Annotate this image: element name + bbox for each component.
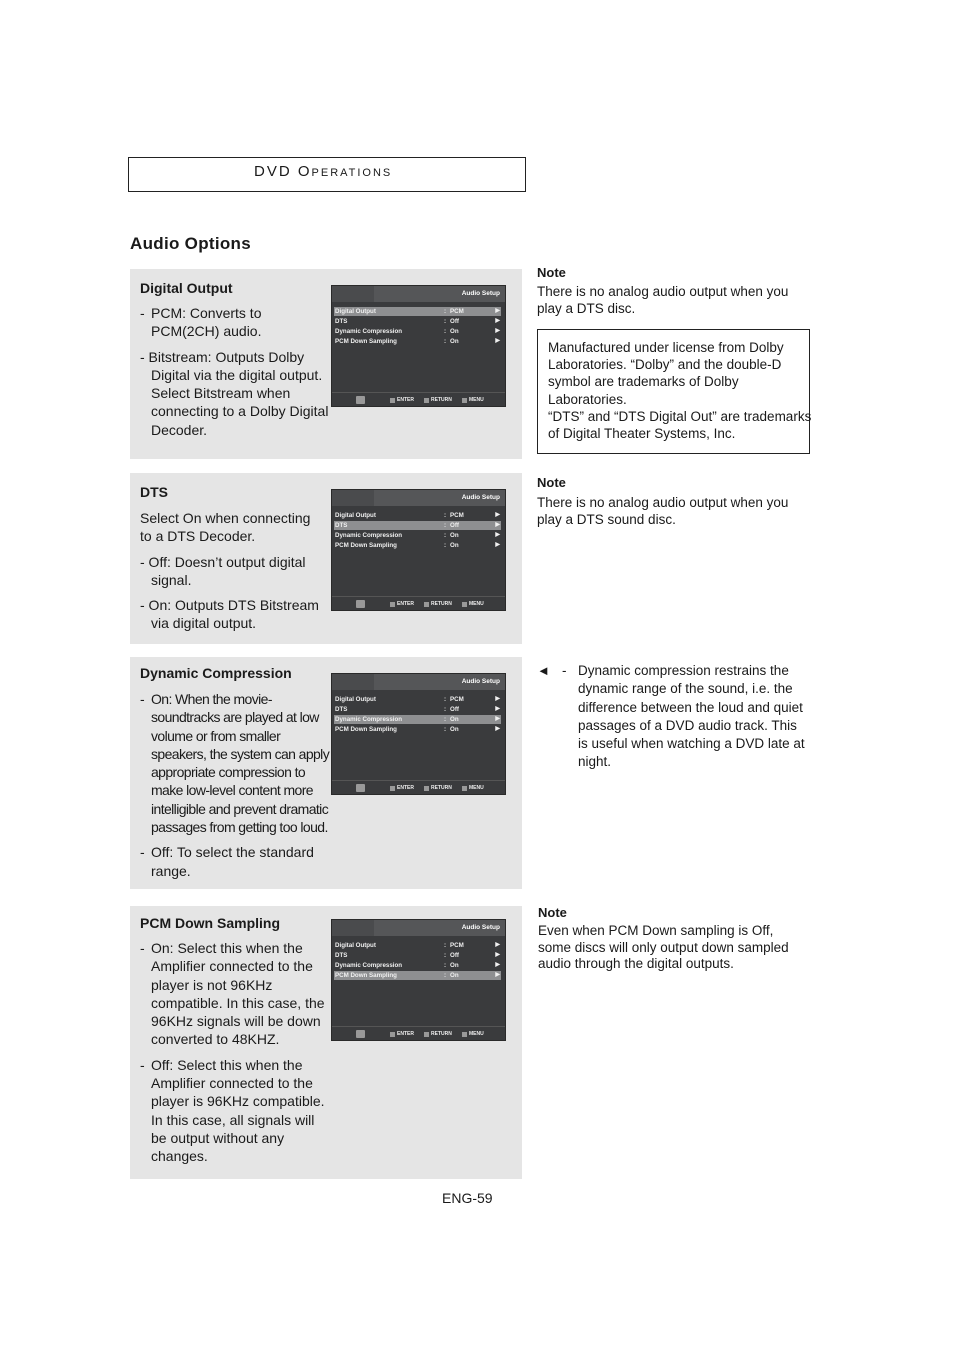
section-header-cap: DVD O [254,163,312,180]
note-heading: Note [537,265,566,280]
list-item: - On: Select this when the Amplifier connected to the player is not 96KHz compatible. In this case, the 96KHz signals will be down converted to 48KHZ. [140,940,325,1048]
page-number: ENG-59 [442,1190,493,1206]
osd-menu-row: DTS : Off ▶ [335,706,500,713]
osd-menu-row: PCM Down Sampling : On ▶ [335,972,500,979]
osd-menu-row: PCM Down Sampling : On ▶ [335,542,500,549]
arrow-right-icon: ▶ [495,338,500,344]
osd-title-bar [332,674,505,690]
arrow-right-icon: ▶ [495,542,500,548]
menu-key-hint: MENU [462,1031,484,1037]
arrow-right-icon: ▶ [495,952,500,958]
panel-body [140,304,330,446]
osd-key-bar [332,392,505,406]
enter-key-hint: ENTER [390,601,414,607]
osd-menu-row: Digital Output : PCM ▶ [335,696,500,703]
arrow-right-icon: ▶ [495,972,500,978]
arrow-right-icon: ▶ [495,318,500,324]
enter-key-hint: ENTER [390,397,414,403]
dpad-icon [356,396,365,404]
osd-title-bar [332,490,505,506]
dpad-icon [356,600,365,608]
menu-key-hint: MENU [462,601,484,607]
arrow-right-icon: ▶ [495,962,500,968]
return-key-hint: RETURN [424,601,452,607]
osd-key-bar [332,596,505,610]
osd-menu-row: Digital Output : PCM ▶ [335,942,500,949]
arrow-right-icon: ▶ [495,328,500,334]
pointer-arrow-icon: ◄ [537,663,550,678]
osd-menu-row: Dynamic Compression : On ▶ [335,962,500,969]
page-title: Audio Options [130,234,251,253]
arrow-right-icon: ▶ [495,512,500,518]
panel-dts [130,473,522,644]
list-item: - Bitstream: Outputs Dolby Digital via the digital output. Select Bitstream when connecting to a Dolby Digital Decoder. [140,348,329,438]
osd-title-bar [332,920,505,936]
osd-title: Audio Setup [461,678,500,685]
dpad-icon [356,1030,365,1038]
osd-key-bar [332,780,505,794]
osd-title: Audio Setup [461,924,500,931]
enter-key-hint: ENTER [390,1031,414,1037]
dpad-icon [356,784,365,792]
list-item: - PCM: Converts to PCM(2CH) audio. [140,305,262,340]
panel-pcm-down-sampling [130,906,522,1179]
osd-menu-row: Dynamic Compression : On ▶ [335,716,500,723]
list-item: - On: When the movie-soundtracks are played at low volume or from smaller speakers, the system can apply appropriate compression to make low-level content more intelligible and prevent dramatic passages from getting too loud. [140,691,330,836]
arrow-right-icon: ▶ [495,706,500,712]
osd-screenshot [331,673,506,795]
arrow-right-icon: ▶ [495,522,500,528]
section-header-smallcaps: PERATIONS [311,167,393,179]
osd-menu-row: PCM Down Sampling : On ▶ [335,338,500,345]
return-key-hint: RETURN [424,1031,452,1037]
osd-menu-row: DTS : Off ▶ [335,522,500,529]
panel-title: Digital Output [140,280,233,296]
osd-title-bar [332,286,505,302]
arrow-right-icon: ▶ [495,942,500,948]
license-text: Manufactured under license from Dolby Laboratories. “Dolby” and the double-D symbol are trademarks of Dolby Laboratories. “DTS” and “DTS Digital Out” are trademarks of Digital Theater Systems, Inc. [548,340,812,442]
note-text: There is no analog audio output when you play a DTS disc. [537,284,789,316]
osd-screenshot [331,919,506,1041]
arrow-right-icon: ▶ [495,716,500,722]
osd-screenshot [331,489,506,611]
menu-key-hint: MENU [462,785,484,791]
osd-menu-row: PCM Down Sampling : On ▶ [335,726,500,733]
osd-key-bar [332,1026,505,1040]
note-text: Even when PCM Down sampling is Off, some discs will only output down sampled audio through the digital outputs. [538,923,789,971]
list-item: - On: Outputs DTS Bitstream via digital output. [140,597,319,632]
osd-menu-row: Digital Output : PCM ▶ [335,512,500,519]
panel-body [140,509,325,640]
arrow-right-icon: ▶ [495,532,500,538]
osd-menu-row: Dynamic Compression : On ▶ [335,532,500,539]
arrow-right-icon: ▶ [495,726,500,732]
osd-menu-row: Dynamic Compression : On ▶ [335,328,500,335]
list-item: - Off: To select the standard range. [140,844,314,879]
panel-body [140,690,332,887]
panel-title: PCM Down Sampling [140,915,280,931]
side-note-text: Dynamic compression restrains the dynamic range of the sound, i.e. the difference between the loud and quiet passages of a DVD audio track. This is useful when watching a DVD late at night. [578,663,805,770]
arrow-right-icon: ▶ [495,696,500,702]
list-item: - Off: Select this when the Amplifier connected to the player is 96KHz compatible. In this case, all signals will be output without any changes. [140,1056,325,1165]
menu-key-hint: MENU [462,397,484,403]
panel-dynamic-compression [130,657,522,889]
list-item: - Off: Doesn’t output digital signal. [140,553,306,588]
enter-key-hint: ENTER [390,785,414,791]
panel-title: Dynamic Compression [140,665,292,681]
osd-menu-row: DTS : Off ▶ [335,952,500,959]
arrow-right-icon: ▶ [495,308,500,314]
return-key-hint: RETURN [424,785,452,791]
note-text: There is no analog audio output when you play a DTS sound disc. [537,495,789,527]
section-header [254,163,392,180]
panel-digital-output [130,269,522,459]
panel-body [140,939,328,1173]
panel-title: DTS [140,484,168,500]
intro-text: Select On when connecting to a DTS Decoder. [140,510,311,545]
osd-screenshot [331,285,506,407]
return-key-hint: RETURN [424,397,452,403]
osd-menu-row: Digital Output : PCM ▶ [335,308,500,315]
osd-title: Audio Setup [461,290,500,297]
side-note-dash: - [562,663,567,678]
note-heading: Note [538,905,567,920]
note-heading: Note [537,475,566,490]
osd-title: Audio Setup [461,494,500,501]
osd-menu-row: DTS : Off ▶ [335,318,500,325]
